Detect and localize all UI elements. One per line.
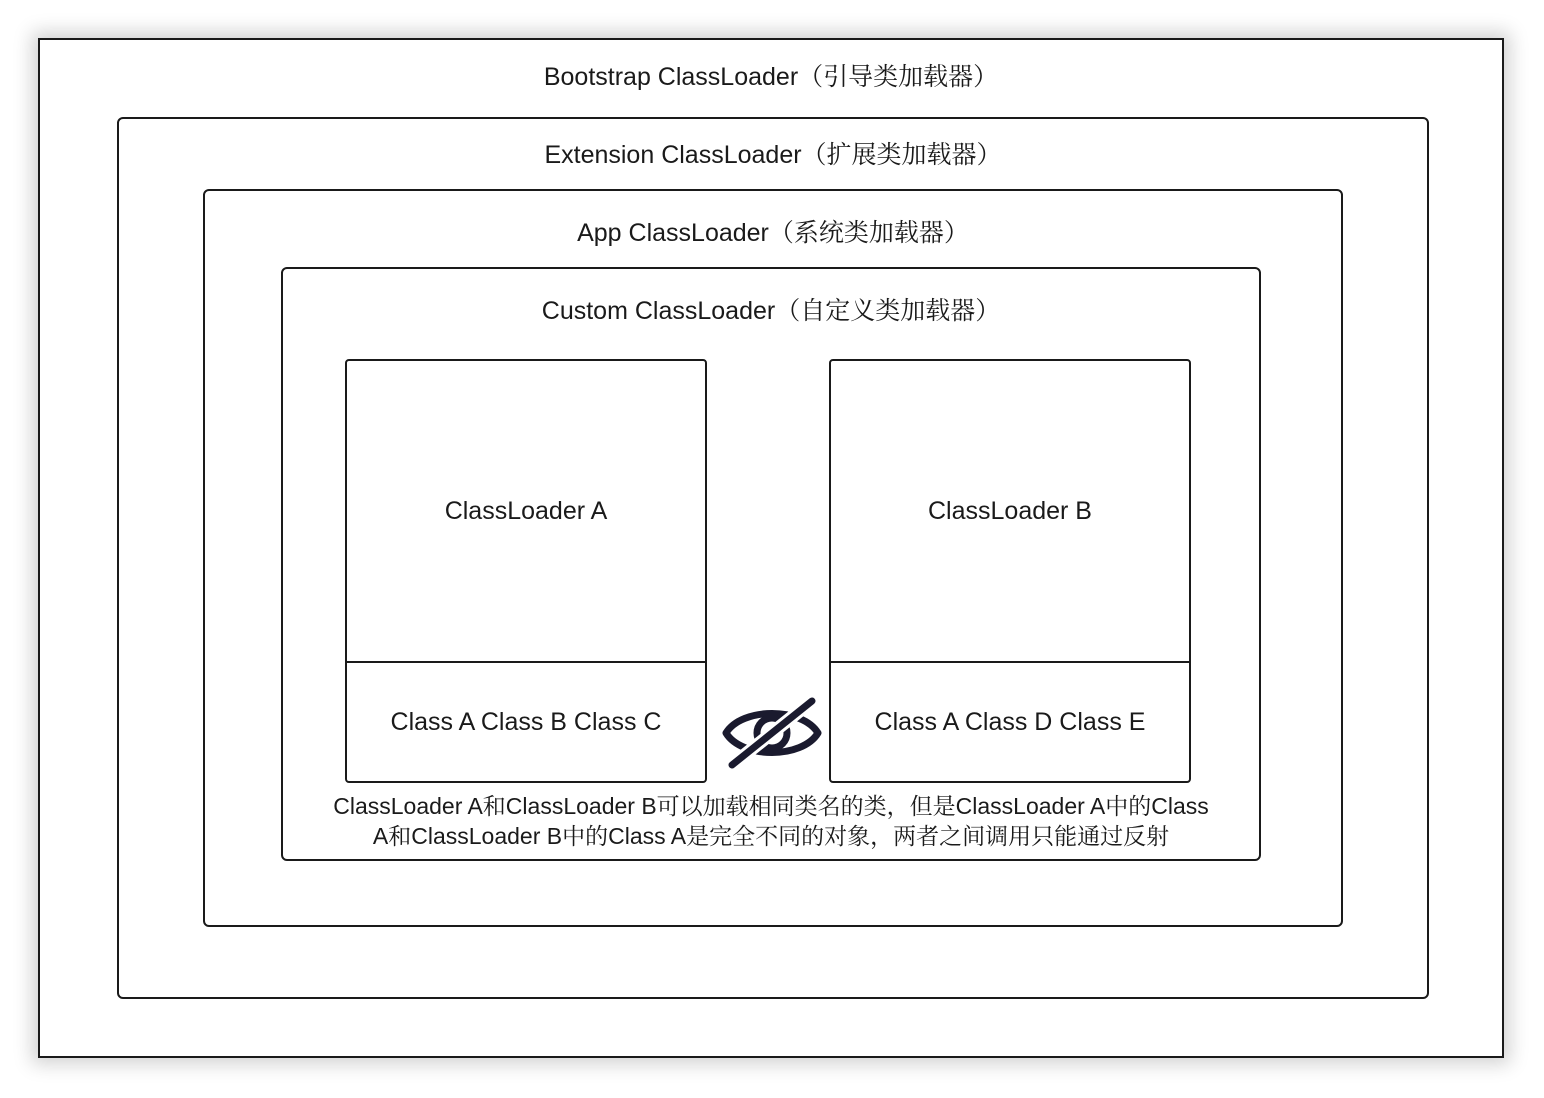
isolation-note — [299, 791, 1243, 851]
classloader-b-name: ClassLoader B — [831, 361, 1189, 663]
custom-classloader-box — [281, 267, 1261, 861]
custom-classloader-title: Custom ClassLoader（自定义类加载器） — [541, 297, 1001, 325]
classloader-a-name: ClassLoader A — [347, 361, 705, 663]
eye-off-icon — [720, 697, 824, 769]
classloader-b-classes: Class A Class D Class E — [874, 707, 1146, 736]
extension-classloader-box — [117, 117, 1429, 999]
classloader-a-box — [345, 359, 707, 783]
bootstrap-classloader-box — [38, 38, 1504, 1058]
isolation-note-line-2: A和ClassLoader B中的Class A是完全不同的对象，两者之间调用只能通过反射 — [372, 823, 1170, 849]
bootstrap-classloader-title: Bootstrap ClassLoader（引导类加载器） — [543, 63, 999, 91]
classloader-b-box — [829, 359, 1191, 783]
app-classloader-box — [203, 189, 1343, 927]
extension-classloader-title: Extension ClassLoader（扩展类加载器） — [544, 141, 1002, 169]
app-classloader-title: App ClassLoader（系统类加载器） — [577, 219, 969, 247]
classloader-a-classes: Class A Class B Class C — [390, 707, 662, 736]
isolation-note-line-1: ClassLoader A和ClassLoader B可以加载相同类名的类，但是ClassLoader A中的Class — [333, 793, 1209, 819]
